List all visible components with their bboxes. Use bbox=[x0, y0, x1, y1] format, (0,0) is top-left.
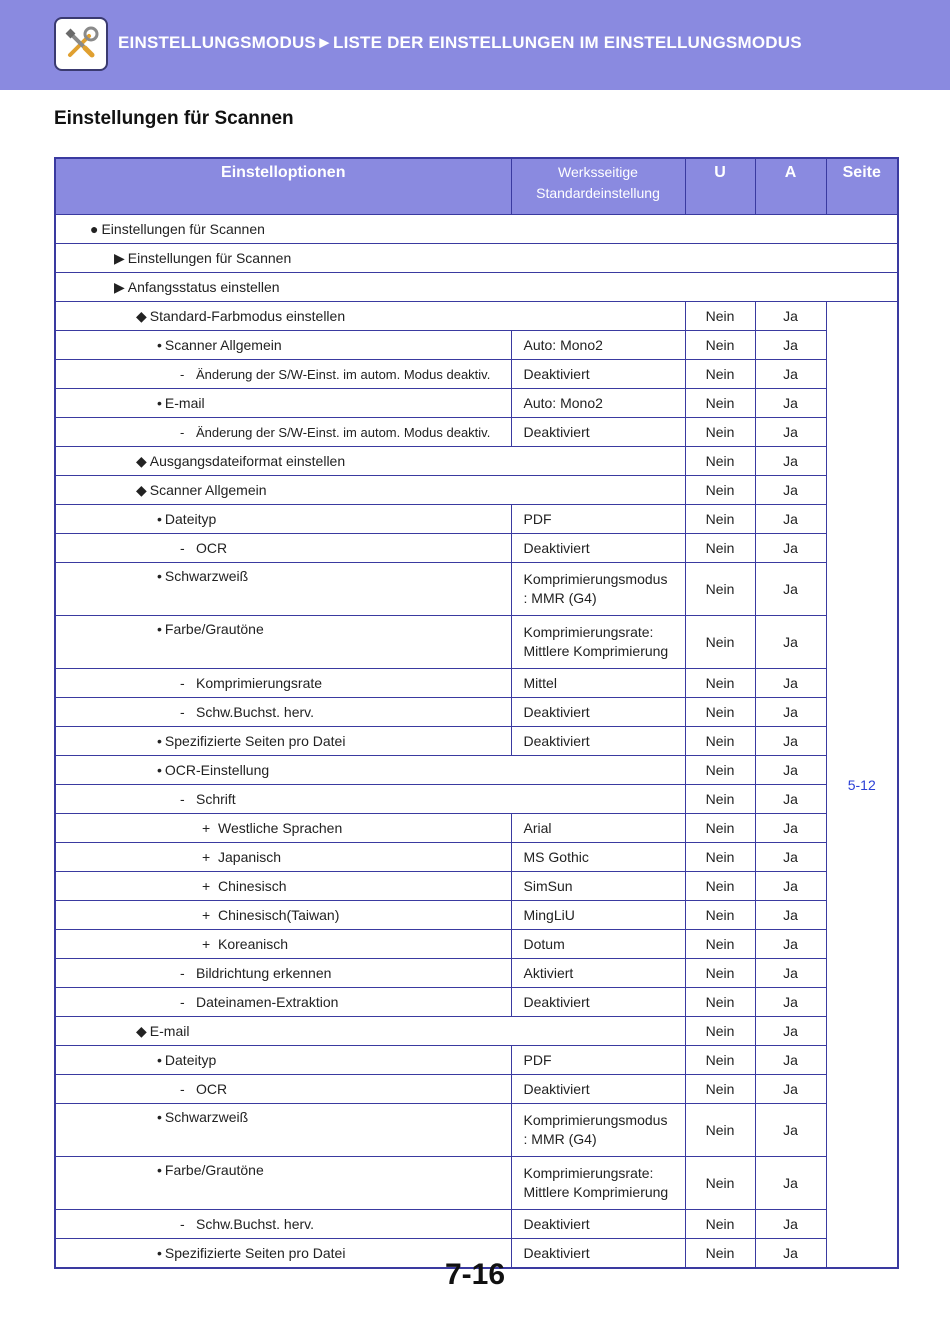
table-row bbox=[55, 331, 898, 360]
option-cell: ◆ Scanner Allgemein bbox=[55, 476, 685, 505]
u-cell: Nein bbox=[685, 756, 755, 785]
u-cell: Nein bbox=[685, 534, 755, 563]
a-cell: Ja bbox=[755, 1046, 826, 1075]
table-row bbox=[55, 418, 898, 447]
u-cell: Nein bbox=[685, 1075, 755, 1104]
table-header-row bbox=[55, 158, 898, 215]
default-cell: Deaktiviert bbox=[511, 698, 685, 727]
a-cell: Ja bbox=[755, 756, 826, 785]
table-row bbox=[55, 273, 898, 302]
a-cell: Ja bbox=[755, 930, 826, 959]
table-row bbox=[55, 1017, 898, 1046]
table-row bbox=[55, 1046, 898, 1075]
table-row bbox=[55, 814, 898, 843]
option-cell: + Chinesisch bbox=[55, 872, 511, 901]
default-cell: Deaktiviert bbox=[511, 1210, 685, 1239]
settings-table bbox=[54, 157, 899, 1269]
option-cell: ◆ Ausgangsdateiformat einstellen bbox=[55, 447, 685, 476]
a-cell: Ja bbox=[755, 1239, 826, 1269]
u-cell: Nein bbox=[685, 563, 755, 616]
default-cell: Komprimierungsmodus : MMR (G4) bbox=[511, 1104, 685, 1157]
option-cell: • Dateityp bbox=[55, 505, 511, 534]
u-cell: Nein bbox=[685, 476, 755, 505]
table-row bbox=[55, 872, 898, 901]
table-row bbox=[55, 959, 898, 988]
table-row bbox=[55, 215, 898, 244]
a-cell: Ja bbox=[755, 669, 826, 698]
col-header-a: A bbox=[755, 158, 826, 215]
u-cell: Nein bbox=[685, 360, 755, 389]
option-cell: • Dateityp bbox=[55, 1046, 511, 1075]
a-cell: Ja bbox=[755, 698, 826, 727]
u-cell: Nein bbox=[685, 302, 755, 331]
default-cell: Auto: Mono2 bbox=[511, 331, 685, 360]
a-cell: Ja bbox=[755, 814, 826, 843]
default-cell: Aktiviert bbox=[511, 959, 685, 988]
a-cell: Ja bbox=[755, 616, 826, 669]
a-cell: Ja bbox=[755, 1157, 826, 1210]
option-cell: - Komprimierungsrate bbox=[55, 669, 511, 698]
table-row bbox=[55, 302, 898, 331]
table-row bbox=[55, 756, 898, 785]
table-row bbox=[55, 616, 898, 669]
u-cell: Nein bbox=[685, 389, 755, 418]
a-cell: Ja bbox=[755, 843, 826, 872]
option-cell: + Koreanisch bbox=[55, 930, 511, 959]
default-cell: Deaktiviert bbox=[511, 1075, 685, 1104]
option-cell: • Farbe/Grautöne bbox=[55, 616, 511, 669]
u-cell: Nein bbox=[685, 698, 755, 727]
option-cell: + Westliche Sprachen bbox=[55, 814, 511, 843]
option-cell: - OCR bbox=[55, 1075, 511, 1104]
tools-icon bbox=[54, 17, 108, 71]
option-cell: ◆ Standard-Farbmodus einstellen bbox=[55, 302, 685, 331]
u-cell: Nein bbox=[685, 785, 755, 814]
table-row bbox=[55, 669, 898, 698]
header-title: EINSTELLUNGSMODUS►LISTE DER EINSTELLUNGEN IM EINSTELLUNGSMODUS bbox=[118, 33, 802, 52]
u-cell: Nein bbox=[685, 1239, 755, 1269]
page-number: 7-16 bbox=[444, 1258, 506, 1291]
a-cell: Ja bbox=[755, 331, 826, 360]
a-cell: Ja bbox=[755, 1210, 826, 1239]
option-cell: • Spezifizierte Seiten pro Datei bbox=[55, 1239, 511, 1269]
table-row bbox=[55, 988, 898, 1017]
u-cell: Nein bbox=[685, 1017, 755, 1046]
default-cell: Arial bbox=[511, 814, 685, 843]
default-cell: PDF bbox=[511, 1046, 685, 1075]
a-cell: Ja bbox=[755, 727, 826, 756]
table-row bbox=[55, 843, 898, 872]
table-row bbox=[55, 785, 898, 814]
option-cell: + Japanisch bbox=[55, 843, 511, 872]
a-cell: Ja bbox=[755, 988, 826, 1017]
option-cell: - OCR bbox=[55, 534, 511, 563]
option-cell: - Dateinamen-Extraktion bbox=[55, 988, 511, 1017]
header-bar bbox=[0, 0, 950, 90]
default-cell: Deaktiviert bbox=[511, 727, 685, 756]
option-cell: • E-mail bbox=[55, 389, 511, 418]
default-cell: Deaktiviert bbox=[511, 418, 685, 447]
a-cell: Ja bbox=[755, 505, 826, 534]
u-cell: Nein bbox=[685, 331, 755, 360]
a-cell: Ja bbox=[755, 534, 826, 563]
a-cell: Ja bbox=[755, 1075, 826, 1104]
table-row bbox=[55, 1157, 898, 1210]
default-cell: Auto: Mono2 bbox=[511, 389, 685, 418]
u-cell: Nein bbox=[685, 1210, 755, 1239]
table-row bbox=[55, 244, 898, 273]
col-header-options: Einstelloptionen bbox=[55, 158, 511, 215]
u-cell: Nein bbox=[685, 901, 755, 930]
u-cell: Nein bbox=[685, 1046, 755, 1075]
u-cell: Nein bbox=[685, 616, 755, 669]
table-row bbox=[55, 505, 898, 534]
a-cell: Ja bbox=[755, 447, 826, 476]
a-cell: Ja bbox=[755, 389, 826, 418]
a-cell: Ja bbox=[755, 1104, 826, 1157]
option-cell: • Spezifizierte Seiten pro Datei bbox=[55, 727, 511, 756]
col-header-u: U bbox=[685, 158, 755, 215]
table-row bbox=[55, 901, 898, 930]
option-cell: • OCR-Einstellung bbox=[55, 756, 685, 785]
table-row bbox=[55, 930, 898, 959]
a-cell: Ja bbox=[755, 360, 826, 389]
u-cell: Nein bbox=[685, 447, 755, 476]
u-cell: Nein bbox=[685, 1157, 755, 1210]
u-cell: Nein bbox=[685, 988, 755, 1017]
table-row bbox=[55, 563, 898, 616]
a-cell: Ja bbox=[755, 872, 826, 901]
default-cell: PDF bbox=[511, 505, 685, 534]
default-cell: Dotum bbox=[511, 930, 685, 959]
table-row bbox=[55, 698, 898, 727]
option-cell: ◆ E-mail bbox=[55, 1017, 685, 1046]
table-row bbox=[55, 727, 898, 756]
default-cell: Deaktiviert bbox=[511, 534, 685, 563]
page-ref-link[interactable]: 5-12 bbox=[826, 302, 898, 1269]
u-cell: Nein bbox=[685, 930, 755, 959]
option-cell: - Bildrichtung erkennen bbox=[55, 959, 511, 988]
a-cell: Ja bbox=[755, 1017, 826, 1046]
option-cell: • Schwarzweiß bbox=[55, 563, 511, 616]
option-cell: - Schw.Buchst. herv. bbox=[55, 698, 511, 727]
default-cell: Deaktiviert bbox=[511, 360, 685, 389]
u-cell: Nein bbox=[685, 843, 755, 872]
table-row bbox=[55, 1075, 898, 1104]
table-row bbox=[55, 447, 898, 476]
default-cell: Deaktiviert bbox=[511, 988, 685, 1017]
default-cell: MingLiU bbox=[511, 901, 685, 930]
a-cell: Ja bbox=[755, 302, 826, 331]
u-cell: Nein bbox=[685, 418, 755, 447]
a-cell: Ja bbox=[755, 418, 826, 447]
option-cell: ▶ Anfangsstatus einstellen bbox=[55, 273, 898, 302]
col-header-default: Werksseitige Standardeinstellung bbox=[511, 158, 685, 215]
table-row bbox=[55, 389, 898, 418]
u-cell: Nein bbox=[685, 727, 755, 756]
a-cell: Ja bbox=[755, 901, 826, 930]
option-cell: ● Einstellungen für Scannen bbox=[55, 215, 898, 244]
table-row bbox=[55, 1104, 898, 1157]
option-cell: - Schrift bbox=[55, 785, 685, 814]
section-title: Einstellungen für Scannen bbox=[54, 108, 294, 129]
option-cell: • Farbe/Grautöne bbox=[55, 1157, 511, 1210]
table-row bbox=[55, 534, 898, 563]
option-cell: - Änderung der S/W-Einst. im autom. Modus deaktiv. bbox=[55, 418, 511, 447]
u-cell: Nein bbox=[685, 1104, 755, 1157]
option-cell: + Chinesisch(Taiwan) bbox=[55, 901, 511, 930]
option-cell: - Änderung der S/W-Einst. im autom. Modus deaktiv. bbox=[55, 360, 511, 389]
default-cell: MS Gothic bbox=[511, 843, 685, 872]
option-cell: • Schwarzweiß bbox=[55, 1104, 511, 1157]
a-cell: Ja bbox=[755, 563, 826, 616]
option-cell: • Scanner Allgemein bbox=[55, 331, 511, 360]
u-cell: Nein bbox=[685, 669, 755, 698]
default-cell: Mittel bbox=[511, 669, 685, 698]
a-cell: Ja bbox=[755, 476, 826, 505]
default-cell: SimSun bbox=[511, 872, 685, 901]
default-cell: Komprimierungsmodus : MMR (G4) bbox=[511, 563, 685, 616]
a-cell: Ja bbox=[755, 959, 826, 988]
option-cell: - Schw.Buchst. herv. bbox=[55, 1210, 511, 1239]
default-cell: Deaktiviert bbox=[511, 1239, 685, 1269]
u-cell: Nein bbox=[685, 872, 755, 901]
default-cell: Komprimierungsrate: Mittlere Komprimierung bbox=[511, 616, 685, 669]
u-cell: Nein bbox=[685, 959, 755, 988]
table-row bbox=[55, 476, 898, 505]
option-cell: ▶ Einstellungen für Scannen bbox=[55, 244, 898, 273]
a-cell: Ja bbox=[755, 785, 826, 814]
table-row bbox=[55, 360, 898, 389]
col-header-page: Seite bbox=[826, 158, 898, 215]
table-row bbox=[55, 1210, 898, 1239]
u-cell: Nein bbox=[685, 505, 755, 534]
default-cell: Komprimierungsrate: Mittlere Komprimierung bbox=[511, 1157, 685, 1210]
u-cell: Nein bbox=[685, 814, 755, 843]
